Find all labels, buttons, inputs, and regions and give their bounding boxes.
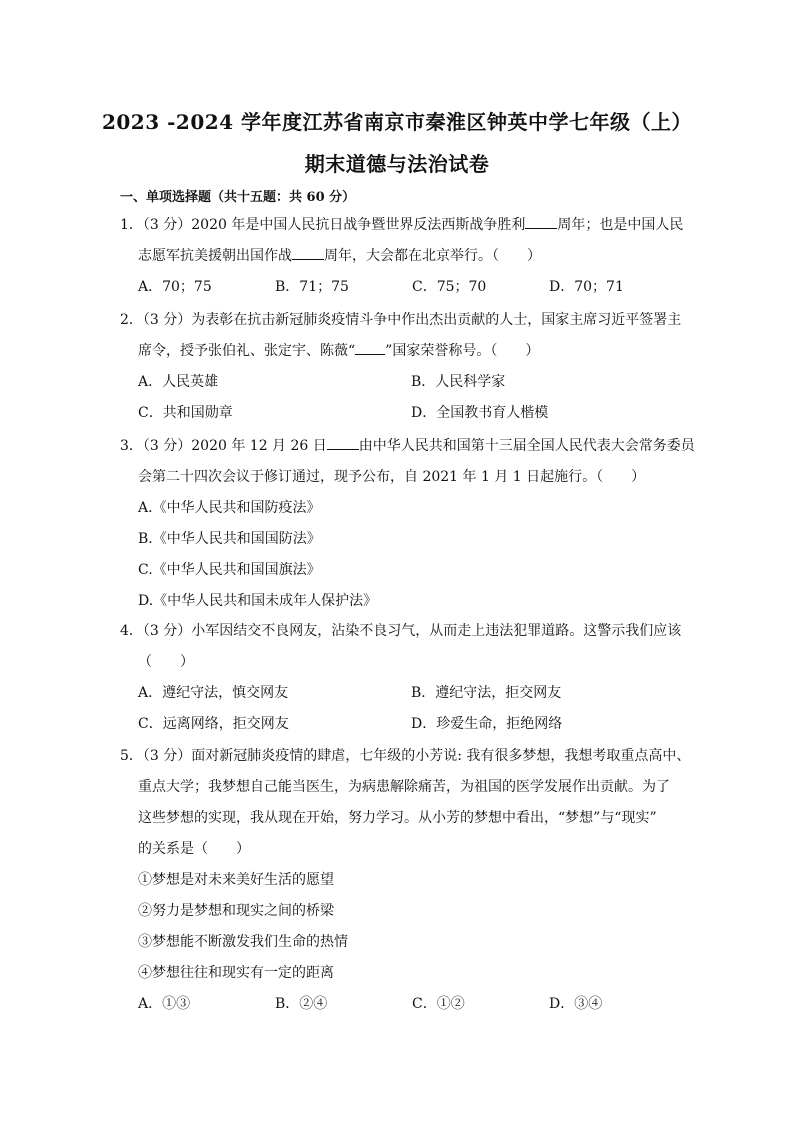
- q2-option-b[interactable]: B．人民科学家: [411, 374, 506, 390]
- q2-options: [138, 367, 684, 429]
- q1-option-b[interactable]: B．71；75: [275, 279, 349, 295]
- q3-option-c[interactable]: C.《中华人民共和国国旗法》: [138, 562, 321, 578]
- q4-option-d[interactable]: D．珍爱生命，拒绝网络: [411, 716, 563, 732]
- exam-title-line2: 期末道德与法治试卷: [304, 152, 490, 176]
- q3-option-b[interactable]: B.《中华人民共和国国防法》: [138, 531, 321, 547]
- question-5: [120, 741, 691, 865]
- q5-option-b[interactable]: B．②④: [275, 996, 328, 1012]
- q2-line2: 席令，授予张伯礼、张定宇、陈薇“ ”国家荣誉称号。（ ）: [120, 336, 680, 367]
- q5-statement-3: ③梦想能不断激发我们生命的热情: [138, 934, 348, 950]
- q5-option-c[interactable]: C．①②: [412, 996, 465, 1012]
- q5-statement-2: ②努力是梦想和现实之间的桥梁: [138, 903, 334, 919]
- q2-option-d[interactable]: D．全国教书育人楷模: [411, 405, 549, 421]
- q1-option-d[interactable]: D．70；71: [549, 279, 624, 295]
- q1-line2: 志愿军抗美援朝出国作战 周年，大会都在北京举行。（ ）: [120, 241, 680, 272]
- exam-title-line1: 2023 -2024 学年度江苏省南京市秦淮区钟英中学七年级（上）: [101, 110, 693, 134]
- q3-options: [138, 493, 377, 617]
- question-4: [120, 616, 680, 678]
- answer-blank: [355, 340, 385, 355]
- q4-line1: 4．（3 分）小军因结交不良网友，沾染不良习气，从而走上违法犯罪道路。这警示我们应该: [120, 623, 682, 639]
- q1-option-c[interactable]: C．75；70: [412, 279, 487, 295]
- q5-line3: 这些梦想的实现，我从现在开始，努力学习。从小芳的梦想中看出，“梦想”与“现实”: [138, 810, 657, 826]
- q3-option-d[interactable]: D.《中华人民共和国未成年人保护法》: [138, 593, 378, 609]
- answer-blank: [292, 245, 324, 260]
- q5-line1: 5．（3 分）面对新冠肺炎疫情的肆虐，七年级的小芳说: 我有很多梦想，我想考取重点高中、: [120, 748, 691, 764]
- q5-line2: 重点大学；我梦想自己能当医生，为病患解除痛苦，为祖国的医学发展作出贡献。为了: [138, 779, 670, 795]
- q1-line1: 1．（3 分）2020 年是中国人民抗日战争暨世界反法西斯战争胜利 周年；也是中国人民: [120, 210, 680, 241]
- q2-option-c[interactable]: C．共和国勋章: [138, 405, 233, 421]
- section-heading: 一、单项选择题（共十五题：共 60 分）: [120, 190, 356, 205]
- q5-statement-4: ④梦想往往和现实有一定的距离: [138, 965, 334, 981]
- q4-line2: （ ）: [138, 654, 194, 670]
- question-2: [120, 305, 680, 367]
- q2-option-a[interactable]: A．人民英雄: [138, 374, 219, 390]
- q1-option-a[interactable]: A．70；75: [138, 279, 212, 295]
- q5-option-a[interactable]: A．①③: [138, 996, 191, 1012]
- q5-option-d[interactable]: D．③④: [549, 996, 603, 1012]
- question-3: [120, 431, 695, 493]
- q5-options: [138, 989, 686, 1020]
- q4-option-c[interactable]: C．远离网络，拒交网友: [138, 716, 289, 732]
- q4-option-a[interactable]: A．遵纪守法，慎交网友: [138, 685, 289, 701]
- q4-option-b[interactable]: B．遵纪守法，拒交网友: [411, 685, 562, 701]
- question-1: [120, 210, 684, 272]
- answer-blank: [525, 214, 557, 229]
- q5-statement-1: ①梦想是对未来美好生活的愿望: [138, 872, 334, 888]
- q1-options: [138, 272, 686, 303]
- q5-statements: [138, 865, 348, 989]
- q3-option-a[interactable]: A.《中华人民共和国防疫法》: [138, 500, 321, 516]
- q5-line4: 的关系是（ ）: [138, 841, 250, 857]
- q2-line1: 2．（3 分）为表彰在抗击新冠肺炎疫情斗争中作出杰出贡献的人士，国家主席习近平签署主: [120, 312, 682, 328]
- q3-line2: 会第二十四次会议于修订通过，现予公布，自 2021 年 1 月 1 日起施行。（ ）: [138, 469, 646, 485]
- answer-blank: [327, 435, 359, 450]
- q4-options: [138, 678, 684, 740]
- q3-line1: 3．（3 分）2020 年 12 月 26 日 由中华人民共和国第十三届全国人民代表大会常务委员: [120, 431, 680, 462]
